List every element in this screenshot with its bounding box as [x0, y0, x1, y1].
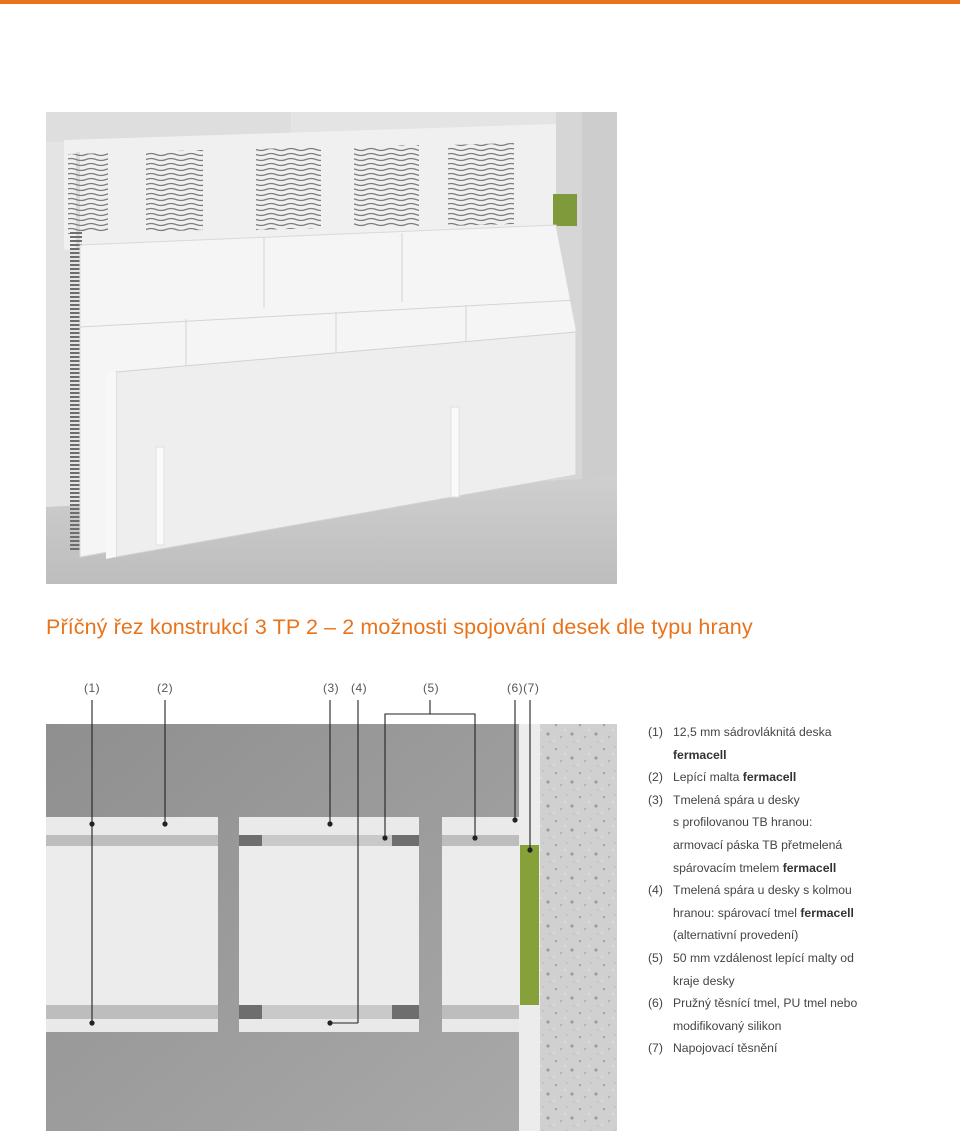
marker-6-7: (6)(7) [507, 681, 540, 695]
legend [648, 721, 960, 1060]
marker-4: (4) [351, 681, 368, 695]
legend-item: kraje desky [673, 973, 735, 988]
legend-item: armovací páska TB přetmelená [673, 837, 843, 852]
legend-item: hranou: spárovací tmel fermacell [673, 905, 854, 920]
legend-item: (1) 12,5 mm sádrovláknitá deska [648, 725, 832, 739]
legend-item: modifikovaný silikon [673, 1018, 782, 1033]
legend-item: (4) Tmelená spára u desky s kolmou [648, 883, 852, 898]
marker-1: (1) [84, 681, 101, 695]
legend-item: fermacell [673, 747, 727, 762]
wall-construction-photo [46, 112, 617, 584]
cross-section-diagram [0, 700, 640, 1131]
legend-item: s profilovanou TB hranou: [673, 815, 813, 830]
marker-3: (3) [323, 681, 340, 695]
legend-item: (alternativní provedení) [673, 928, 799, 943]
marker-5: (5) [423, 681, 440, 695]
legend-item: (5) 50 mm vzdálenost lepící malty od [648, 950, 854, 965]
section-title: Příčný řez konstrukcí 3 TP 2 – 2 možnosti spojování desek dle typu hrany [46, 615, 753, 639]
legend-item: (3) Tmelená spára u desky [648, 792, 800, 807]
legend-item: (2) Lepící malta fermacell [648, 770, 797, 785]
legend-item: (7) Napojovací těsnění [648, 1041, 778, 1056]
marker-2: (2) [157, 681, 174, 695]
legend-item: spárovacím tmelem fermacell [673, 860, 837, 875]
top-accent-rule [0, 0, 960, 4]
legend-item: (6) Pružný těsnící tmel, PU tmel nebo [648, 996, 858, 1011]
